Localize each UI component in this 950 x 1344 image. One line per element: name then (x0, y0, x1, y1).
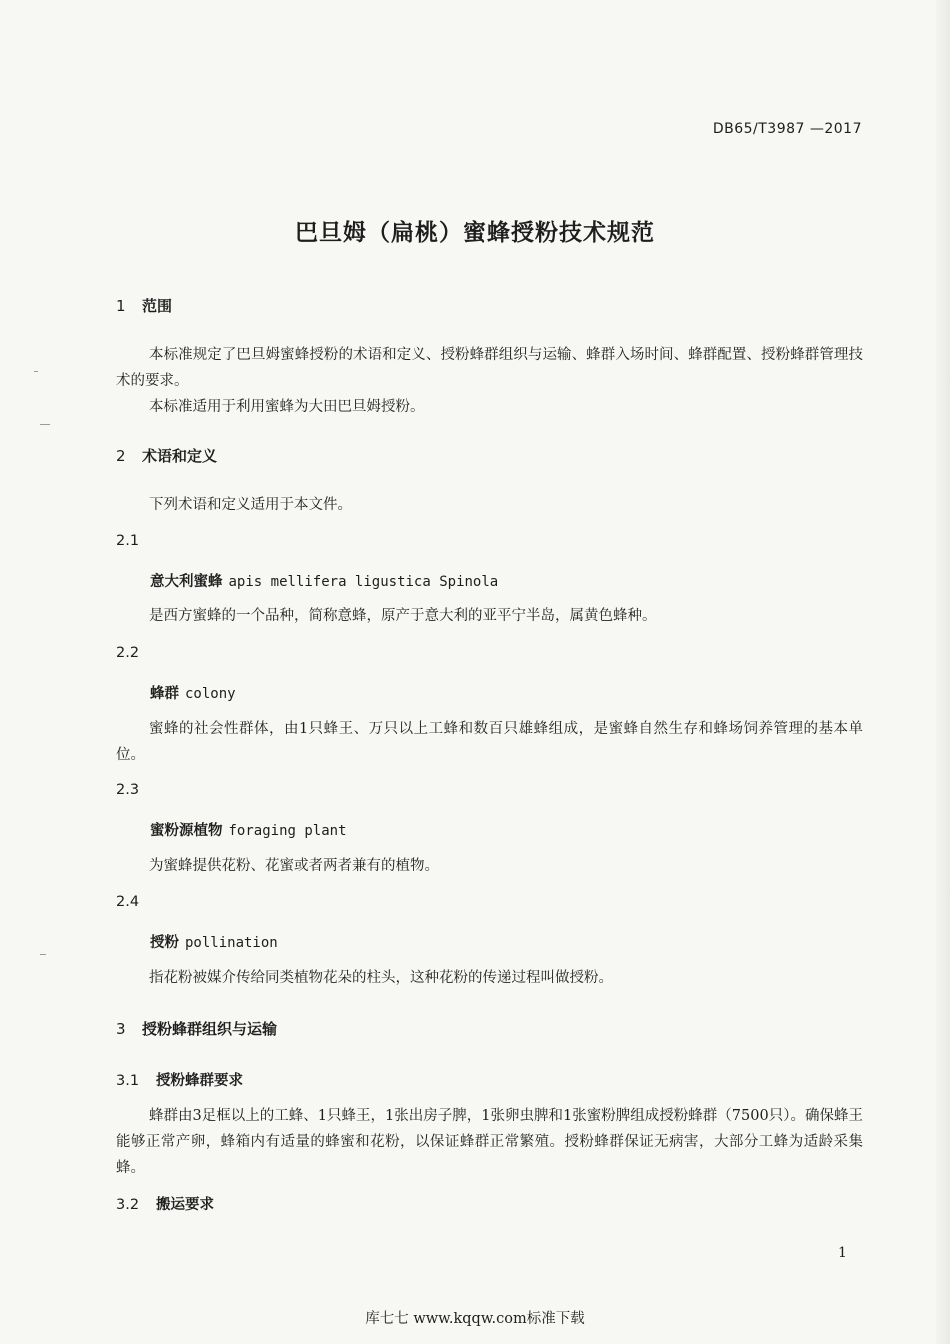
term-heading (150, 682, 236, 703)
scan-mark (40, 954, 46, 955)
subsection-title: 授粉蜂群要求 (156, 1073, 243, 1089)
section-title: 术语和定义 (142, 447, 218, 465)
term-definition: 指花粉被媒介传给同类植物花朵的柱头，这种花粉的传递过程叫做授粉。 (149, 970, 613, 986)
term-en: apis mellifera ligustica Spinola (228, 574, 499, 590)
term-cn: 授粉 (150, 935, 179, 951)
paragraph: 本标准适用于利用蜜蜂为大田巴旦姆授粉。 (149, 399, 425, 415)
document-title: 巴旦姆（扁桃）蜜蜂授粉技术规范 (295, 220, 655, 246)
subsection-number: 3.1 (116, 1073, 140, 1089)
term-heading (150, 819, 347, 840)
term-en: foraging plant (228, 823, 347, 839)
footer-watermark: 库七七 www.kqqw.com标准下载 (365, 1311, 585, 1327)
term-en: pollination (185, 935, 278, 951)
term-cn: 蜂群 (150, 686, 179, 702)
term-definition: 是西方蜜蜂的一个品种，简称意蜂，原产于意大利的亚平宁半岛，属黄色蜂种。 (149, 608, 657, 624)
subsection-number: 3.2 (116, 1197, 140, 1213)
term-heading (150, 931, 278, 952)
term-cn: 意大利蜜蜂 (150, 574, 223, 590)
subsection-3-1-heading (116, 1069, 243, 1090)
term-definition: 为蜜蜂提供花粉、花蜜或者两者兼有的植物。 (149, 858, 439, 874)
section-1-heading (116, 295, 172, 316)
section-2-heading (116, 445, 217, 466)
section-title: 授粉蜂群组织与运输 (142, 1020, 278, 1038)
section-3-heading (116, 1018, 277, 1039)
section-title: 范围 (142, 297, 173, 315)
term-en: colony (185, 686, 236, 702)
scan-edge (936, 0, 950, 1344)
scan-mark (34, 371, 38, 372)
section-number: 1 (116, 297, 126, 315)
term-number: 2.3 (116, 782, 140, 798)
term-number: 2.2 (116, 645, 140, 661)
term-number: 2.1 (116, 533, 140, 549)
term-cn: 蜜粉源植物 (150, 823, 223, 839)
standard-code: DB65/T3987 —2017 (712, 121, 862, 137)
section-number: 2 (116, 447, 126, 465)
paragraph: 下列术语和定义适用于本文件。 (149, 497, 352, 513)
section-number: 3 (116, 1020, 126, 1038)
scan-mark (40, 424, 50, 425)
paragraph: 蜂群由3足框以上的工蜂、1只蜂王，1张出房子脾，1张卵虫脾和1张蜜粉脾组成授粉蜂群（7500只）。确保蜂王能够正常产卵，蜂箱内有适量的蜂蜜和花粉，以保证蜂群正常繁殖。授粉蜂群保证无病害，大部分工蜂为适龄采集蜂。 (116, 1108, 863, 1176)
paragraph: 本标准规定了巴旦姆蜜蜂授粉的术语和定义、授粉蜂群组织与运输、蜂群入场时间、蜂群配置、授粉蜂群管理技术的要求。 (116, 347, 863, 389)
term-definition: 蜜蜂的社会性群体，由1只蜂王、万只以上工蜂和数百只雄蜂组成，是蜜蜂自然生存和蜂场饲养管理的基本单位。 (116, 721, 863, 763)
page-number: 1 (838, 1245, 847, 1261)
subsection-title: 搬运要求 (156, 1197, 214, 1213)
term-number: 2.4 (116, 894, 140, 910)
subsection-3-2-heading (116, 1193, 214, 1214)
term-heading (150, 570, 498, 591)
